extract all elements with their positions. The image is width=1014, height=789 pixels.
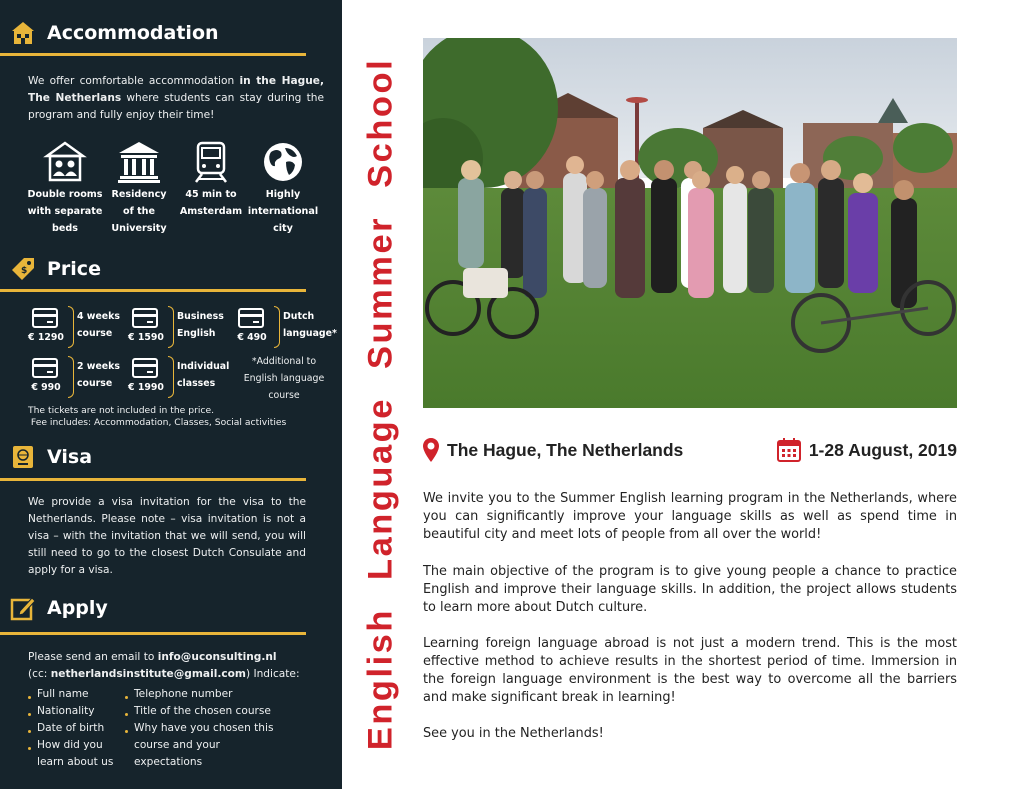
feature-label-l3: beds: [52, 223, 78, 234]
price-amount: € 990: [31, 382, 61, 393]
price-label-l2: language*: [283, 328, 337, 339]
brace: [168, 306, 174, 348]
price-label: [283, 308, 363, 342]
additional-note-l3: course: [268, 390, 300, 401]
indicate-text: ) Indicate:: [245, 668, 300, 680]
price-item-individual: [124, 356, 234, 402]
svg-text:$: $: [21, 266, 28, 276]
group-photo: [423, 38, 957, 408]
price-amount: € 1290: [28, 332, 64, 343]
event-dates: [777, 438, 957, 462]
divider: [0, 53, 306, 56]
edit-icon: [10, 595, 36, 621]
email-link[interactable]: info@uconsulting.nl: [157, 651, 277, 663]
feature-label-l1: Highly: [265, 189, 301, 200]
card-icon: [238, 308, 264, 328]
list-item: Date of birth: [28, 720, 120, 737]
brace: [274, 306, 280, 348]
map-pin-icon: [423, 438, 439, 462]
divider: [0, 632, 306, 635]
price-item-4-weeks: [24, 306, 134, 352]
price-amount: € 1990: [128, 382, 164, 393]
price-fine-print: [28, 405, 328, 428]
feature-label-l2: with separate: [27, 206, 103, 217]
price-header: [10, 256, 101, 282]
feature-international: [241, 140, 325, 237]
additional-note: [238, 353, 330, 404]
train-icon: [189, 140, 233, 184]
visa-text: We provide a visa invitation for the visa to the Netherlands. Please note – visa invitation is not a visa – with the invitation that we will send, you will still need to go to the closest Dutch Consulate and apply for a visa.: [28, 496, 306, 576]
objective-paragraph: The main objective of the program is to give young people a chance to practice English and improve their language skills. In addition, the project allows students to learn more about Dutch culture.: [423, 564, 957, 615]
apply-text: [28, 649, 324, 683]
list-item: Title of the chosen course: [125, 703, 305, 720]
closing-line: See you in the Netherlands!: [423, 726, 604, 741]
intro-paragraph: We invite you to the Summer English learning program in the Netherlands, where you can significantly improve your language skills as well as spend time in beautiful city and meet lots of people from all over the world!: [423, 491, 957, 542]
house-icon: [10, 20, 36, 46]
price-label-l1: 2 weeks: [77, 361, 120, 372]
list-item: Nationality: [28, 703, 120, 720]
price-item-dutch: [230, 306, 340, 352]
location-text: The Hague, The Netherlands: [447, 439, 684, 460]
visa-header: [10, 444, 92, 470]
feature-label-l3: University: [111, 223, 167, 234]
tickets-note: The tickets are not included in the price.: [28, 405, 215, 416]
accommodation-text-start: We offer comfortable accommodation: [28, 75, 240, 87]
price-tag-icon: [10, 256, 36, 282]
accommodation-location: in the Hague, The Netherlans: [28, 75, 324, 104]
feature-label-l1: Residency: [111, 189, 167, 200]
apply-list-right: [125, 686, 305, 771]
apply-title: Apply: [47, 597, 108, 619]
accommodation-header: [10, 20, 219, 46]
apply-list-left: [28, 686, 120, 771]
location: [423, 438, 683, 462]
feature-label-l2: Amsterdam: [179, 206, 243, 217]
price-label-l1: Dutch: [283, 311, 315, 322]
brace: [68, 306, 74, 348]
list-item: How did you learn about us: [28, 737, 120, 771]
globe-icon: [261, 140, 305, 184]
price-label-l2: English: [177, 328, 216, 339]
additional-note-l2: English language: [243, 373, 325, 384]
price-item-business: [124, 306, 234, 352]
card-icon: [132, 358, 158, 378]
price-label-l1: Business: [177, 311, 224, 322]
divider: [0, 289, 306, 292]
price-label-l2: course: [77, 328, 113, 339]
brace: [68, 356, 74, 398]
accommodation-text: [28, 73, 324, 124]
list-item: Why have you chosen this course and your expectations: [125, 720, 283, 771]
price-amount: € 1590: [128, 332, 164, 343]
info-sidebar: [0, 0, 342, 789]
accommodation-title: Accommodation: [47, 22, 219, 44]
group-photo-image: [423, 38, 957, 408]
accommodation-text-end: where students can stay during the program and fully enjoy their time!: [28, 92, 324, 121]
passport-icon: [10, 444, 36, 470]
method-paragraph: Learning foreign language abroad is not just a modern trend. This is the most effective method to achieve results in the shortest period of time. Immersion in the foreign language environment is the best way to overcome all the barriers and make significant break in learning!: [423, 636, 957, 705]
vertical-title-text: English Language Summer School: [361, 57, 400, 751]
calendar-icon: [777, 438, 801, 462]
price-label-l1: 4 weeks: [77, 311, 120, 322]
list-item: Telephone number: [125, 686, 305, 703]
visa-title: Visa: [47, 446, 93, 468]
cc-email-link[interactable]: netherlandsinstitute@gmail.com: [50, 668, 246, 680]
feature-label-l1: 45 min to: [185, 189, 237, 200]
feature-label-l1: Double rooms: [27, 189, 103, 200]
price-title: Price: [47, 258, 101, 280]
additional-note-l1: *Additional to: [251, 356, 317, 367]
apply-instruction: Please send an email to: [28, 651, 158, 663]
brace: [168, 356, 174, 398]
price-label-l2: classes: [177, 378, 216, 389]
university-icon: [117, 140, 161, 184]
card-icon: [32, 358, 58, 378]
price-label-l2: course: [77, 378, 113, 389]
list-item: Full name: [28, 686, 120, 703]
price-label-l1: Individual: [177, 361, 230, 372]
dates-text: 1-28 August, 2019: [808, 439, 957, 460]
card-icon: [132, 308, 158, 328]
feature-double-rooms: [23, 140, 107, 237]
feature-label-l3: city: [273, 223, 293, 234]
card-icon: [32, 308, 58, 328]
price-amount: € 490: [237, 332, 267, 343]
fee-includes-note: Fee includes: Accommodation, Classes, Social activities: [30, 416, 287, 428]
divider: [0, 478, 306, 481]
feature-label-l2: international: [247, 206, 319, 217]
cc-prefix: (cc:: [28, 668, 51, 680]
feature-label-l2: of the: [122, 206, 156, 217]
people-icon: [43, 140, 87, 184]
apply-header: [10, 595, 108, 621]
price-item-2-weeks: [24, 356, 134, 402]
